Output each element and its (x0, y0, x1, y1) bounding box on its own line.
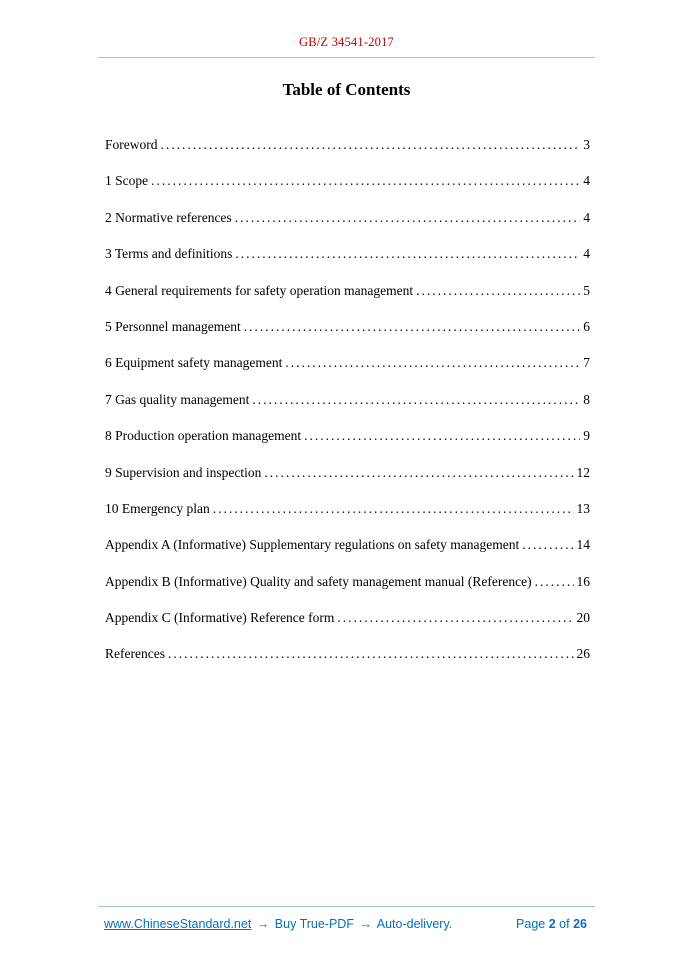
site-link[interactable]: www.ChineseStandard.net (104, 917, 252, 931)
footer-page-indicator (516, 917, 587, 931)
toc-dot-leader (252, 392, 580, 408)
footer-left (104, 917, 452, 931)
toc-entry (105, 537, 590, 553)
toc-entry (105, 501, 590, 517)
footer-page-label: Page (516, 917, 546, 931)
toc-entry-label: Appendix A (Informative) Supplementary regulations on safety management (105, 537, 520, 553)
toc-entry-label: References (105, 646, 165, 662)
arrow-icon: → (359, 917, 372, 931)
toc-dot-leader (244, 319, 581, 335)
toc-entry (105, 137, 590, 153)
toc-dot-leader (416, 283, 580, 299)
toc-entry-label: 3 Terms and definitions (105, 246, 233, 262)
toc-entry-label: 7 Gas quality management (105, 391, 250, 407)
toc-entry-page: 4 (583, 246, 590, 262)
toc-entry (105, 210, 590, 226)
toc-entry (105, 574, 590, 590)
toc-entry-label: 9 Supervision and inspection (105, 464, 262, 480)
toc-entry (105, 173, 590, 189)
footer (104, 917, 587, 931)
toc-entry-page: 20 (576, 610, 590, 626)
toc-dot-leader (264, 465, 573, 481)
toc-entry-page: 26 (576, 646, 590, 662)
footer-delivery-text: Auto-delivery. (376, 917, 453, 931)
toc-dot-leader (235, 246, 580, 262)
toc-entry-page: 13 (576, 500, 590, 516)
header-doc-number: GB/Z 34541-2017 (298, 35, 394, 49)
footer-page-current: 2 (548, 917, 556, 931)
toc-list (105, 137, 590, 683)
toc-entry-label: Foreword (105, 137, 158, 152)
toc-entry-label: 4 General requirements for safety operation management (105, 282, 414, 298)
toc-entry-page: 4 (583, 209, 590, 225)
toc-entry-label: 1 Scope (105, 173, 149, 189)
footer-divider (98, 906, 595, 907)
toc-entry-page: 5 (583, 282, 590, 298)
toc-dot-leader (285, 355, 580, 371)
toc-dot-leader (151, 173, 580, 189)
toc-entry-page: 7 (583, 355, 590, 371)
toc-entry-page: 14 (576, 537, 590, 553)
toc-entry (105, 428, 590, 444)
toc-entry-label: 10 Emergency plan (105, 500, 210, 516)
toc-entry (105, 392, 590, 408)
toc-dot-leader (535, 574, 574, 590)
toc-entry (105, 646, 590, 662)
footer-buy-text: Buy True-PDF (274, 917, 354, 931)
toc-entry-page: 16 (576, 573, 590, 589)
toc-entry (105, 283, 590, 299)
toc-dot-leader (213, 501, 574, 517)
toc-entry-page: 3 (583, 137, 590, 152)
toc-entry (105, 319, 590, 335)
toc-entry (105, 246, 590, 262)
header-divider (98, 57, 595, 58)
toc-dot-leader (304, 428, 580, 444)
toc-entry-page: 4 (583, 173, 590, 189)
toc-dot-leader (168, 646, 574, 662)
toc-entry-label: 2 Normative references (105, 209, 232, 225)
toc-entry-page: 12 (576, 464, 590, 480)
toc-dot-leader (235, 210, 581, 226)
toc-dot-leader (161, 137, 581, 153)
toc-entry-label: 5 Personnel management (105, 318, 241, 334)
toc-entry (105, 465, 590, 481)
footer-of-label: of (559, 917, 570, 931)
toc-entry-page: 8 (583, 391, 590, 407)
arrow-icon: → (256, 917, 270, 931)
page-title: Table of Contents (282, 80, 411, 99)
toc-entry-page: 6 (583, 318, 590, 334)
toc-dot-leader (337, 610, 573, 626)
toc-entry-label: 8 Production operation management (105, 428, 302, 444)
toc-dot-leader (522, 537, 573, 553)
footer-page-total: 26 (573, 917, 587, 931)
toc-entry (105, 355, 590, 371)
toc-entry-label: Appendix B (Informative) Quality and safety management manual (Reference) (105, 573, 532, 589)
toc-entry-page: 9 (583, 428, 590, 444)
toc-entry (105, 610, 590, 626)
toc-entry-label: Appendix C (Informative) Reference form (105, 610, 335, 626)
toc-entry-label: 6 Equipment safety management (105, 355, 283, 371)
